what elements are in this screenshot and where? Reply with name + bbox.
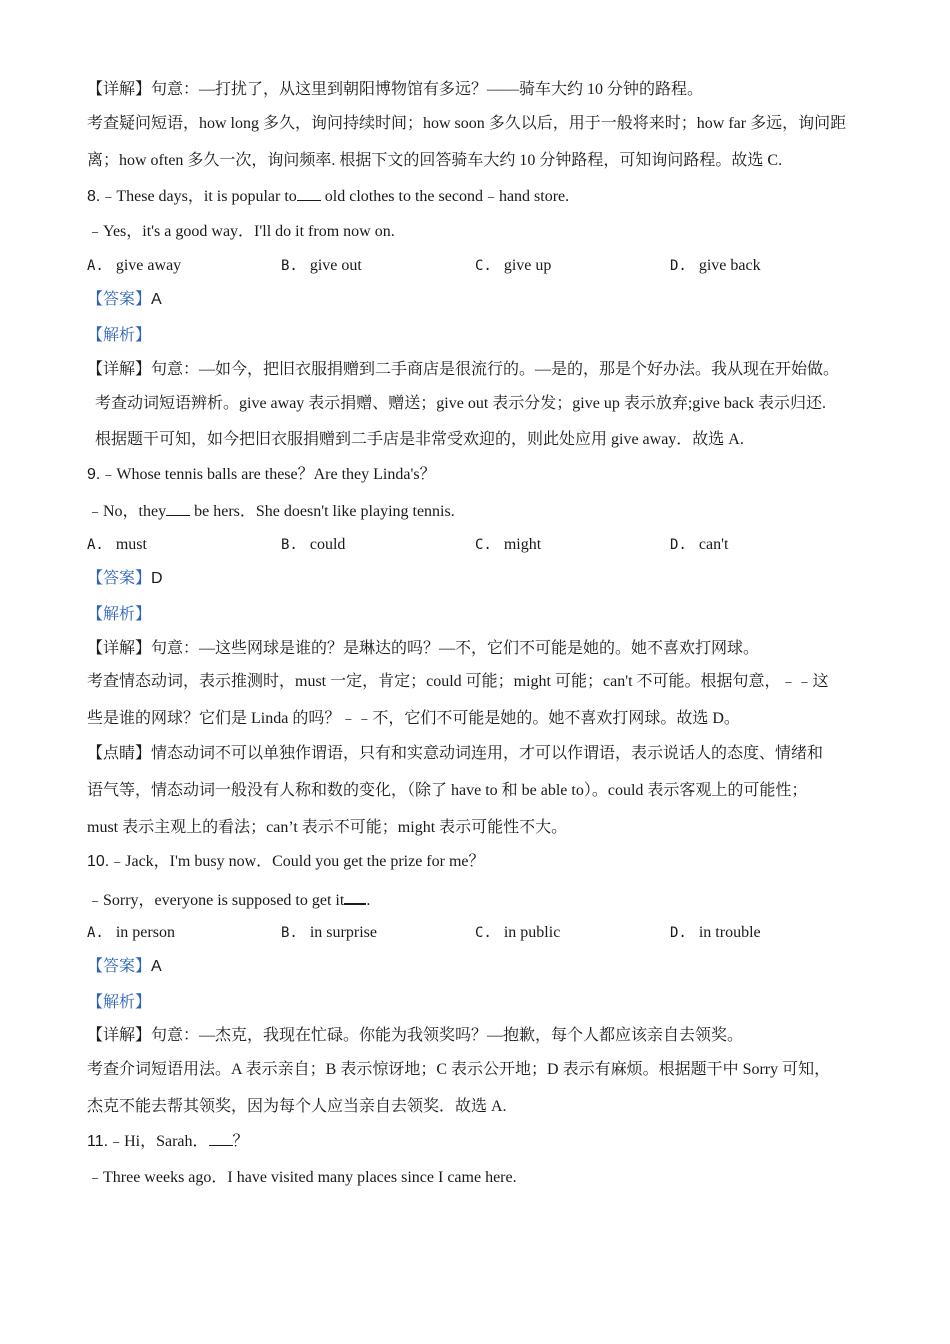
option-text: must bbox=[115, 536, 147, 553]
answer-value: A bbox=[151, 958, 162, 975]
option-text: give away bbox=[115, 257, 182, 274]
option-letter: C. bbox=[475, 258, 492, 274]
q8-number: 8. bbox=[87, 188, 101, 205]
answer-value: D bbox=[151, 570, 163, 587]
q11-stem bbox=[87, 1131, 249, 1152]
q10-explanation-line-1: 考查介词短语用法。A 表示亲自；B 表示惊讶地；C 表示公开地；D 表示有麻烦。根据题干中 Sorry 可知， bbox=[87, 1061, 831, 1078]
option-letter: B. bbox=[281, 258, 298, 274]
option-letter: D. bbox=[670, 925, 687, 941]
q7-explanation-line-1: 考查疑问短语，how long 多久，询问持续时间；how soon 多久以后，用于一般将来时；how far 多远，询问距 bbox=[87, 115, 847, 132]
q10-option-d bbox=[670, 923, 761, 943]
option-text: in person bbox=[115, 924, 175, 941]
q8-option-b bbox=[281, 256, 362, 276]
q8-detail: 【详解】句意：—如今，把旧衣服捐赠到二手商店是很流行的。—是的，那是个好办法。我从现在开始做。 bbox=[87, 361, 840, 378]
q9-number: 9. bbox=[87, 466, 101, 483]
q9-reply-part-1: ﹣No，they bbox=[87, 503, 167, 520]
option-letter: C. bbox=[475, 537, 492, 553]
q9-point-line-1: 【点睛】情态动词不可以单独作谓语，只有和实意动词连用，才可以作谓语，表示说话人的态度、情绪和 bbox=[87, 745, 824, 762]
option-text: in surprise bbox=[309, 924, 377, 941]
q10-blank bbox=[344, 889, 366, 905]
q10-answer bbox=[87, 957, 162, 977]
q11-blank bbox=[209, 1131, 233, 1146]
q9-stem bbox=[87, 465, 436, 485]
q8-explanation-line-2: 根据题干可知，如今把旧衣服捐赠到二手店是非常受欢迎的，则此处应用 give away．故选 A. bbox=[95, 431, 744, 448]
option-text: could bbox=[309, 536, 346, 553]
q9-detail: 【详解】句意：—这些网球是谁的？是琳达的吗？—不，它们不可能是她的。她不喜欢打网球。 bbox=[87, 640, 760, 657]
q10-explanation-line-2: 杰克不能去帮其领奖，因为每个人应当亲自去领奖．故选 A. bbox=[87, 1098, 507, 1115]
option-letter: B. bbox=[281, 537, 298, 553]
q9-answer bbox=[87, 569, 163, 589]
q7-detail: 【详解】句意：—打扰了，从这里到朝阳博物馆有多远？——骑车大约 10 分钟的路程。 bbox=[87, 81, 704, 98]
q11-stem-part-1: ﹣Hi，Sarah． bbox=[108, 1133, 209, 1150]
option-letter: A. bbox=[87, 537, 104, 553]
q8-stem-part-1: ﹣These days，it is popular to bbox=[100, 188, 297, 205]
option-letter: D. bbox=[670, 258, 687, 274]
option-text: give back bbox=[698, 257, 761, 274]
q10-option-a bbox=[87, 923, 175, 943]
q10-stem-text: ﹣Jack，I'm busy now．Could you get the prize for me？ bbox=[109, 853, 485, 870]
q9-option-a bbox=[87, 535, 147, 555]
option-text: in trouble bbox=[698, 924, 761, 941]
q9-option-c bbox=[475, 535, 541, 555]
q8-stem bbox=[87, 186, 569, 207]
q10-reply-part-1: ﹣Sorry，everyone is supposed to get it bbox=[87, 892, 345, 909]
q9-stem-text: ﹣Whose tennis balls are these？Are they Linda's？ bbox=[100, 466, 436, 483]
q9-reply-part-2: be hers．She doesn't like playing tennis. bbox=[190, 503, 455, 520]
q11-reply: ﹣Three weeks ago．I have visited many places since I came here. bbox=[87, 1169, 517, 1186]
q7-explanation-line-2: 离；how often 多久一次，询问频率. 根据下文的回答骑车大约 10 分钟路程，可知询问路程。故选 C. bbox=[87, 152, 783, 169]
option-letter: A. bbox=[87, 925, 104, 941]
q11-stem-part-2: ？ bbox=[232, 1133, 249, 1150]
q8-stem-part-2: old clothes to the second﹣hand store. bbox=[320, 188, 570, 205]
q10-stem bbox=[87, 852, 485, 872]
option-text: in public bbox=[503, 924, 561, 941]
q8-reply: ﹣Yes，it's a good way．I'll do it from now on. bbox=[87, 223, 395, 240]
option-text: give up bbox=[503, 257, 552, 274]
q8-option-a bbox=[87, 256, 181, 276]
q9-blank bbox=[166, 501, 190, 516]
q9-option-b bbox=[281, 535, 345, 555]
q10-detail: 【详解】句意：—杰克，我现在忙碌。你能为我领奖吗？—抱歉，每个人都应该亲自去领奖。 bbox=[87, 1027, 744, 1044]
option-text: can't bbox=[698, 536, 729, 553]
option-text: might bbox=[503, 536, 542, 553]
option-letter: D. bbox=[670, 537, 687, 553]
q10-analysis-tag: 【解析】 bbox=[87, 994, 152, 1011]
q10-reply bbox=[87, 889, 370, 911]
answer-tag: 【答案】 bbox=[87, 570, 152, 587]
option-letter: A. bbox=[87, 258, 104, 274]
q9-reply bbox=[87, 501, 455, 522]
q10-option-c bbox=[475, 923, 560, 943]
q9-point-line-3: must 表示主观上的看法；can’t 表示不可能；might 表示可能性不大。 bbox=[87, 819, 568, 836]
answer-value: A bbox=[151, 291, 162, 308]
q8-explanation-line-1: 考查动词短语辨析。give away 表示捐赠、赠送；give out 表示分发；give up 表示放弃;give back 表示归还. bbox=[95, 395, 827, 412]
q8-answer bbox=[87, 290, 162, 310]
q8-analysis-tag: 【解析】 bbox=[87, 327, 152, 344]
answer-tag: 【答案】 bbox=[87, 958, 152, 975]
q8-option-c bbox=[475, 256, 551, 276]
q11-number: 11. bbox=[87, 1133, 109, 1150]
option-letter: B. bbox=[281, 925, 298, 941]
q9-point-line-2: 语气等，情态动词一般没有人称和数的变化，（除了 have to 和 be able to）。could 表示客观上的可能性； bbox=[87, 782, 808, 799]
option-text: give out bbox=[309, 257, 362, 274]
option-letter: C. bbox=[475, 925, 492, 941]
q10-reply-part-2: . bbox=[366, 892, 371, 909]
q10-option-b bbox=[281, 923, 377, 943]
q8-blank bbox=[297, 186, 321, 201]
q9-explanation-line-1: 考查情态动词，表示推测时，must 一定，肯定；could 可能；might 可能；can't 不可能。根据句意，﹣﹣这 bbox=[87, 673, 829, 690]
answer-tag: 【答案】 bbox=[87, 291, 152, 308]
q9-analysis-tag: 【解析】 bbox=[87, 606, 152, 623]
q9-option-d bbox=[670, 535, 728, 555]
q10-number: 10. bbox=[87, 853, 110, 870]
q9-explanation-line-2: 些是谁的网球？它们是 Linda 的吗？﹣﹣不，它们不可能是她的。她不喜欢打网球。故选 D。 bbox=[87, 710, 740, 727]
q8-option-d bbox=[670, 256, 761, 276]
